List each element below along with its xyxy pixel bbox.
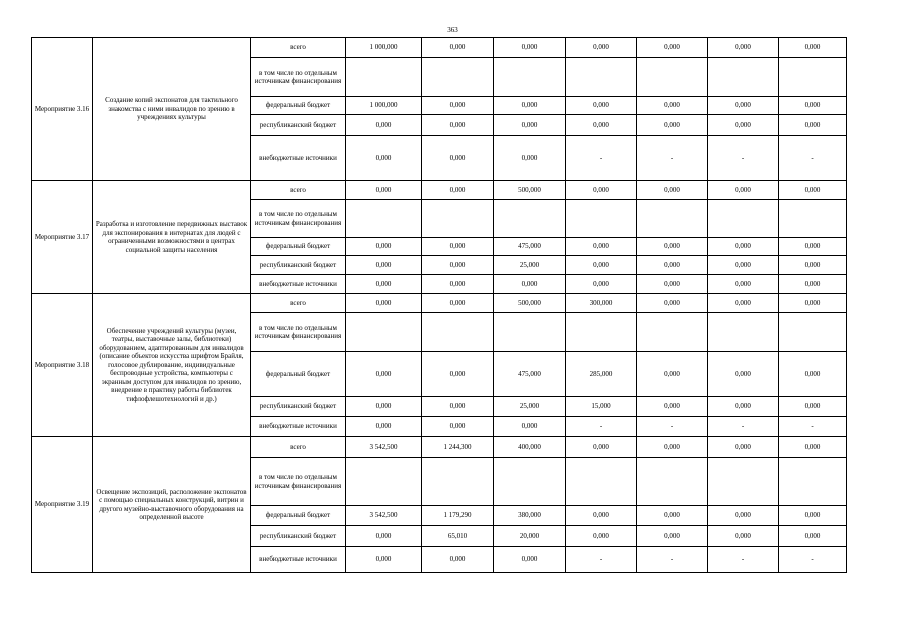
amount-cell: 500,000 — [494, 181, 566, 200]
activity-description: Разработка и изготовление передвижных выставок для экспонирования в интернатах для людей с ограниченными возможностями в центрах социальной защиты населения — [93, 181, 251, 294]
amount-cell: 0,000 — [637, 97, 708, 115]
amount-cell: 0,000 — [708, 275, 779, 294]
amount-cell: 0,000 — [494, 38, 566, 58]
amount-cell: 0,000 — [779, 397, 847, 417]
amount-cell: - — [566, 417, 637, 437]
amount-cell: 0,000 — [708, 181, 779, 200]
funding-source: всего — [251, 437, 346, 458]
amount-cell: 25,000 — [494, 256, 566, 275]
funding-source: в том числе по отдельным источникам финансирования — [251, 200, 346, 238]
amount-cell: 0,000 — [422, 181, 494, 200]
amount-cell — [637, 458, 708, 506]
funding-source: внебюджетные источники — [251, 417, 346, 437]
amount-cell: 0,000 — [637, 115, 708, 136]
amount-cell — [708, 313, 779, 352]
amount-cell: 0,000 — [708, 437, 779, 458]
amount-cell: 0,000 — [708, 115, 779, 136]
funding-source: внебюджетные источники — [251, 275, 346, 294]
amount-cell — [494, 58, 566, 97]
amount-cell: 0,000 — [637, 181, 708, 200]
amount-cell: 0,000 — [346, 238, 422, 256]
amount-cell: 0,000 — [637, 352, 708, 397]
amount-cell — [422, 458, 494, 506]
amount-cell: 0,000 — [637, 238, 708, 256]
table-row — [32, 437, 847, 458]
funding-source: в том числе по отдельным источникам финансирования — [251, 58, 346, 97]
amount-cell: 0,000 — [566, 181, 637, 200]
funding-source: всего — [251, 181, 346, 200]
amount-cell: 0,000 — [779, 238, 847, 256]
amount-cell: 0,000 — [779, 275, 847, 294]
amount-cell: 0,000 — [422, 417, 494, 437]
amount-cell: 380,000 — [494, 506, 566, 526]
amount-cell — [494, 458, 566, 506]
amount-cell: 0,000 — [708, 256, 779, 275]
amount-cell: 0,000 — [422, 547, 494, 573]
amount-cell: 475,000 — [494, 238, 566, 256]
amount-cell: 0,000 — [708, 97, 779, 115]
amount-cell: 0,000 — [346, 275, 422, 294]
amount-cell — [422, 58, 494, 97]
activity-description: Создание копий экспонатов для тактильного знакомства с ними инвалидов по зрению в учреждениях культуры — [93, 38, 251, 181]
amount-cell — [566, 458, 637, 506]
amount-cell: 0,000 — [708, 526, 779, 547]
amount-cell: 0,000 — [566, 97, 637, 115]
amount-cell: 0,000 — [637, 526, 708, 547]
funding-source: федеральный бюджет — [251, 506, 346, 526]
amount-cell: 1 000,000 — [346, 38, 422, 58]
amount-cell: 0,000 — [779, 38, 847, 58]
amount-cell: 0,000 — [637, 38, 708, 58]
amount-cell: 0,000 — [346, 526, 422, 547]
page-number: 363 — [447, 26, 458, 34]
amount-cell: 0,000 — [566, 275, 637, 294]
amount-cell: 300,000 — [566, 294, 637, 313]
amount-cell: 0,000 — [779, 437, 847, 458]
amount-cell — [494, 200, 566, 238]
amount-cell: - — [566, 547, 637, 573]
amount-cell: 0,000 — [708, 38, 779, 58]
amount-cell: 0,000 — [637, 256, 708, 275]
funding-source: республиканский бюджет — [251, 397, 346, 417]
amount-cell — [637, 58, 708, 97]
amount-cell: 0,000 — [494, 115, 566, 136]
amount-cell: 0,000 — [422, 397, 494, 417]
amount-cell: 0,000 — [346, 417, 422, 437]
amount-cell — [708, 200, 779, 238]
activity-description: Обеспечение учреждений культуры (музеи, театры, выставочные залы, библиотеки) оборудованием, адаптированным для инвалидов (описание объектов искусства шрифтом Брайля, голосовое дублирование, индивидуальные беспроводные устройства, компьютеры с экранным доступом для инвалидов по зрению, внедрение в практику работы библиотек тифлофлешотехнологий и др.) — [93, 294, 251, 437]
amount-cell: - — [637, 136, 708, 181]
amount-cell: 0,000 — [422, 136, 494, 181]
amount-cell — [779, 200, 847, 238]
amount-cell: - — [708, 547, 779, 573]
amount-cell: - — [779, 417, 847, 437]
amount-cell: 0,000 — [779, 294, 847, 313]
amount-cell: 0,000 — [779, 506, 847, 526]
amount-cell: 0,000 — [422, 97, 494, 115]
amount-cell: 0,000 — [637, 397, 708, 417]
amount-cell: 0,000 — [494, 97, 566, 115]
amount-cell: 475,000 — [494, 352, 566, 397]
funding-source: федеральный бюджет — [251, 352, 346, 397]
amount-cell — [346, 200, 422, 238]
funding-source: внебюджетные источники — [251, 547, 346, 573]
amount-cell: 1 244,300 — [422, 437, 494, 458]
funding-source: федеральный бюджет — [251, 238, 346, 256]
amount-cell: 0,000 — [708, 397, 779, 417]
amount-cell — [346, 58, 422, 97]
amount-cell: 0,000 — [566, 506, 637, 526]
amount-cell: 1 000,000 — [346, 97, 422, 115]
amount-cell: 1 179,290 — [422, 506, 494, 526]
amount-cell: 0,000 — [779, 256, 847, 275]
amount-cell: 0,000 — [566, 437, 637, 458]
amount-cell: - — [708, 136, 779, 181]
amount-cell — [566, 313, 637, 352]
amount-cell — [779, 458, 847, 506]
funding-source: всего — [251, 294, 346, 313]
amount-cell: 0,000 — [779, 526, 847, 547]
amount-cell — [494, 313, 566, 352]
amount-cell: 25,000 — [494, 397, 566, 417]
amount-cell: 0,000 — [346, 256, 422, 275]
amount-cell: - — [566, 136, 637, 181]
amount-cell: - — [637, 547, 708, 573]
amount-cell: 0,000 — [637, 437, 708, 458]
amount-cell: 0,000 — [494, 417, 566, 437]
funding-source: в том числе по отдельным источникам финансирования — [251, 458, 346, 506]
budget-table — [31, 37, 847, 573]
amount-cell: 0,000 — [346, 115, 422, 136]
amount-cell: 0,000 — [566, 115, 637, 136]
amount-cell: - — [708, 417, 779, 437]
amount-cell: 0,000 — [422, 115, 494, 136]
amount-cell: 0,000 — [637, 275, 708, 294]
amount-cell: 65,010 — [422, 526, 494, 547]
amount-cell: 3 542,500 — [346, 437, 422, 458]
amount-cell — [637, 200, 708, 238]
amount-cell: 0,000 — [566, 38, 637, 58]
amount-cell: 15,000 — [566, 397, 637, 417]
activity-code: Мероприятие 3.18 — [32, 294, 93, 437]
funding-source: внебюджетные источники — [251, 136, 346, 181]
funding-source: республиканский бюджет — [251, 115, 346, 136]
amount-cell: 0,000 — [422, 275, 494, 294]
amount-cell: 0,000 — [708, 352, 779, 397]
funding-source: республиканский бюджет — [251, 256, 346, 275]
amount-cell: 0,000 — [779, 181, 847, 200]
table-row — [32, 294, 847, 313]
amount-cell: 0,000 — [346, 181, 422, 200]
amount-cell — [637, 313, 708, 352]
amount-cell: 0,000 — [637, 506, 708, 526]
amount-cell — [346, 313, 422, 352]
amount-cell: 0,000 — [346, 294, 422, 313]
amount-cell: - — [637, 417, 708, 437]
amount-cell: 0,000 — [422, 294, 494, 313]
activity-code: Мероприятие 3.16 — [32, 38, 93, 181]
amount-cell: 0,000 — [346, 547, 422, 573]
amount-cell: 0,000 — [346, 397, 422, 417]
amount-cell — [779, 58, 847, 97]
amount-cell: 0,000 — [779, 115, 847, 136]
amount-cell — [779, 313, 847, 352]
amount-cell: 0,000 — [494, 136, 566, 181]
amount-cell: 0,000 — [346, 352, 422, 397]
amount-cell: 500,000 — [494, 294, 566, 313]
amount-cell: 0,000 — [494, 275, 566, 294]
amount-cell — [422, 313, 494, 352]
funding-source: всего — [251, 38, 346, 58]
amount-cell: 3 542,500 — [346, 506, 422, 526]
amount-cell: 285,000 — [566, 352, 637, 397]
amount-cell: - — [779, 547, 847, 573]
amount-cell: 0,000 — [708, 294, 779, 313]
amount-cell: 0,000 — [494, 547, 566, 573]
activity-code: Мероприятие 3.19 — [32, 437, 93, 573]
amount-cell: 0,000 — [779, 97, 847, 115]
table-row — [32, 38, 847, 58]
amount-cell — [566, 200, 637, 238]
amount-cell: 0,000 — [422, 238, 494, 256]
amount-cell — [708, 458, 779, 506]
amount-cell — [708, 58, 779, 97]
activity-description: Освещение экспозиций, расположение экспонатов с помощью специальных конструкций, витрин и другого музейно-выставочного оборудования на определенной высоте — [93, 437, 251, 573]
amount-cell: 0,000 — [422, 38, 494, 58]
activity-code: Мероприятие 3.17 — [32, 181, 93, 294]
amount-cell — [346, 458, 422, 506]
amount-cell: 0,000 — [422, 256, 494, 275]
amount-cell: 0,000 — [346, 136, 422, 181]
amount-cell: 0,000 — [637, 294, 708, 313]
amount-cell: 0,000 — [779, 352, 847, 397]
amount-cell: 0,000 — [566, 526, 637, 547]
amount-cell: 20,000 — [494, 526, 566, 547]
amount-cell: 0,000 — [422, 352, 494, 397]
amount-cell: 0,000 — [708, 506, 779, 526]
amount-cell: 0,000 — [708, 238, 779, 256]
amount-cell: 0,000 — [566, 238, 637, 256]
funding-source: республиканский бюджет — [251, 526, 346, 547]
amount-cell: - — [779, 136, 847, 181]
amount-cell: 400,000 — [494, 437, 566, 458]
amount-cell — [422, 200, 494, 238]
table-row — [32, 181, 847, 200]
funding-source: в том числе по отдельным источникам финансирования — [251, 313, 346, 352]
funding-source: федеральный бюджет — [251, 97, 346, 115]
amount-cell: 0,000 — [566, 256, 637, 275]
amount-cell — [566, 58, 637, 97]
